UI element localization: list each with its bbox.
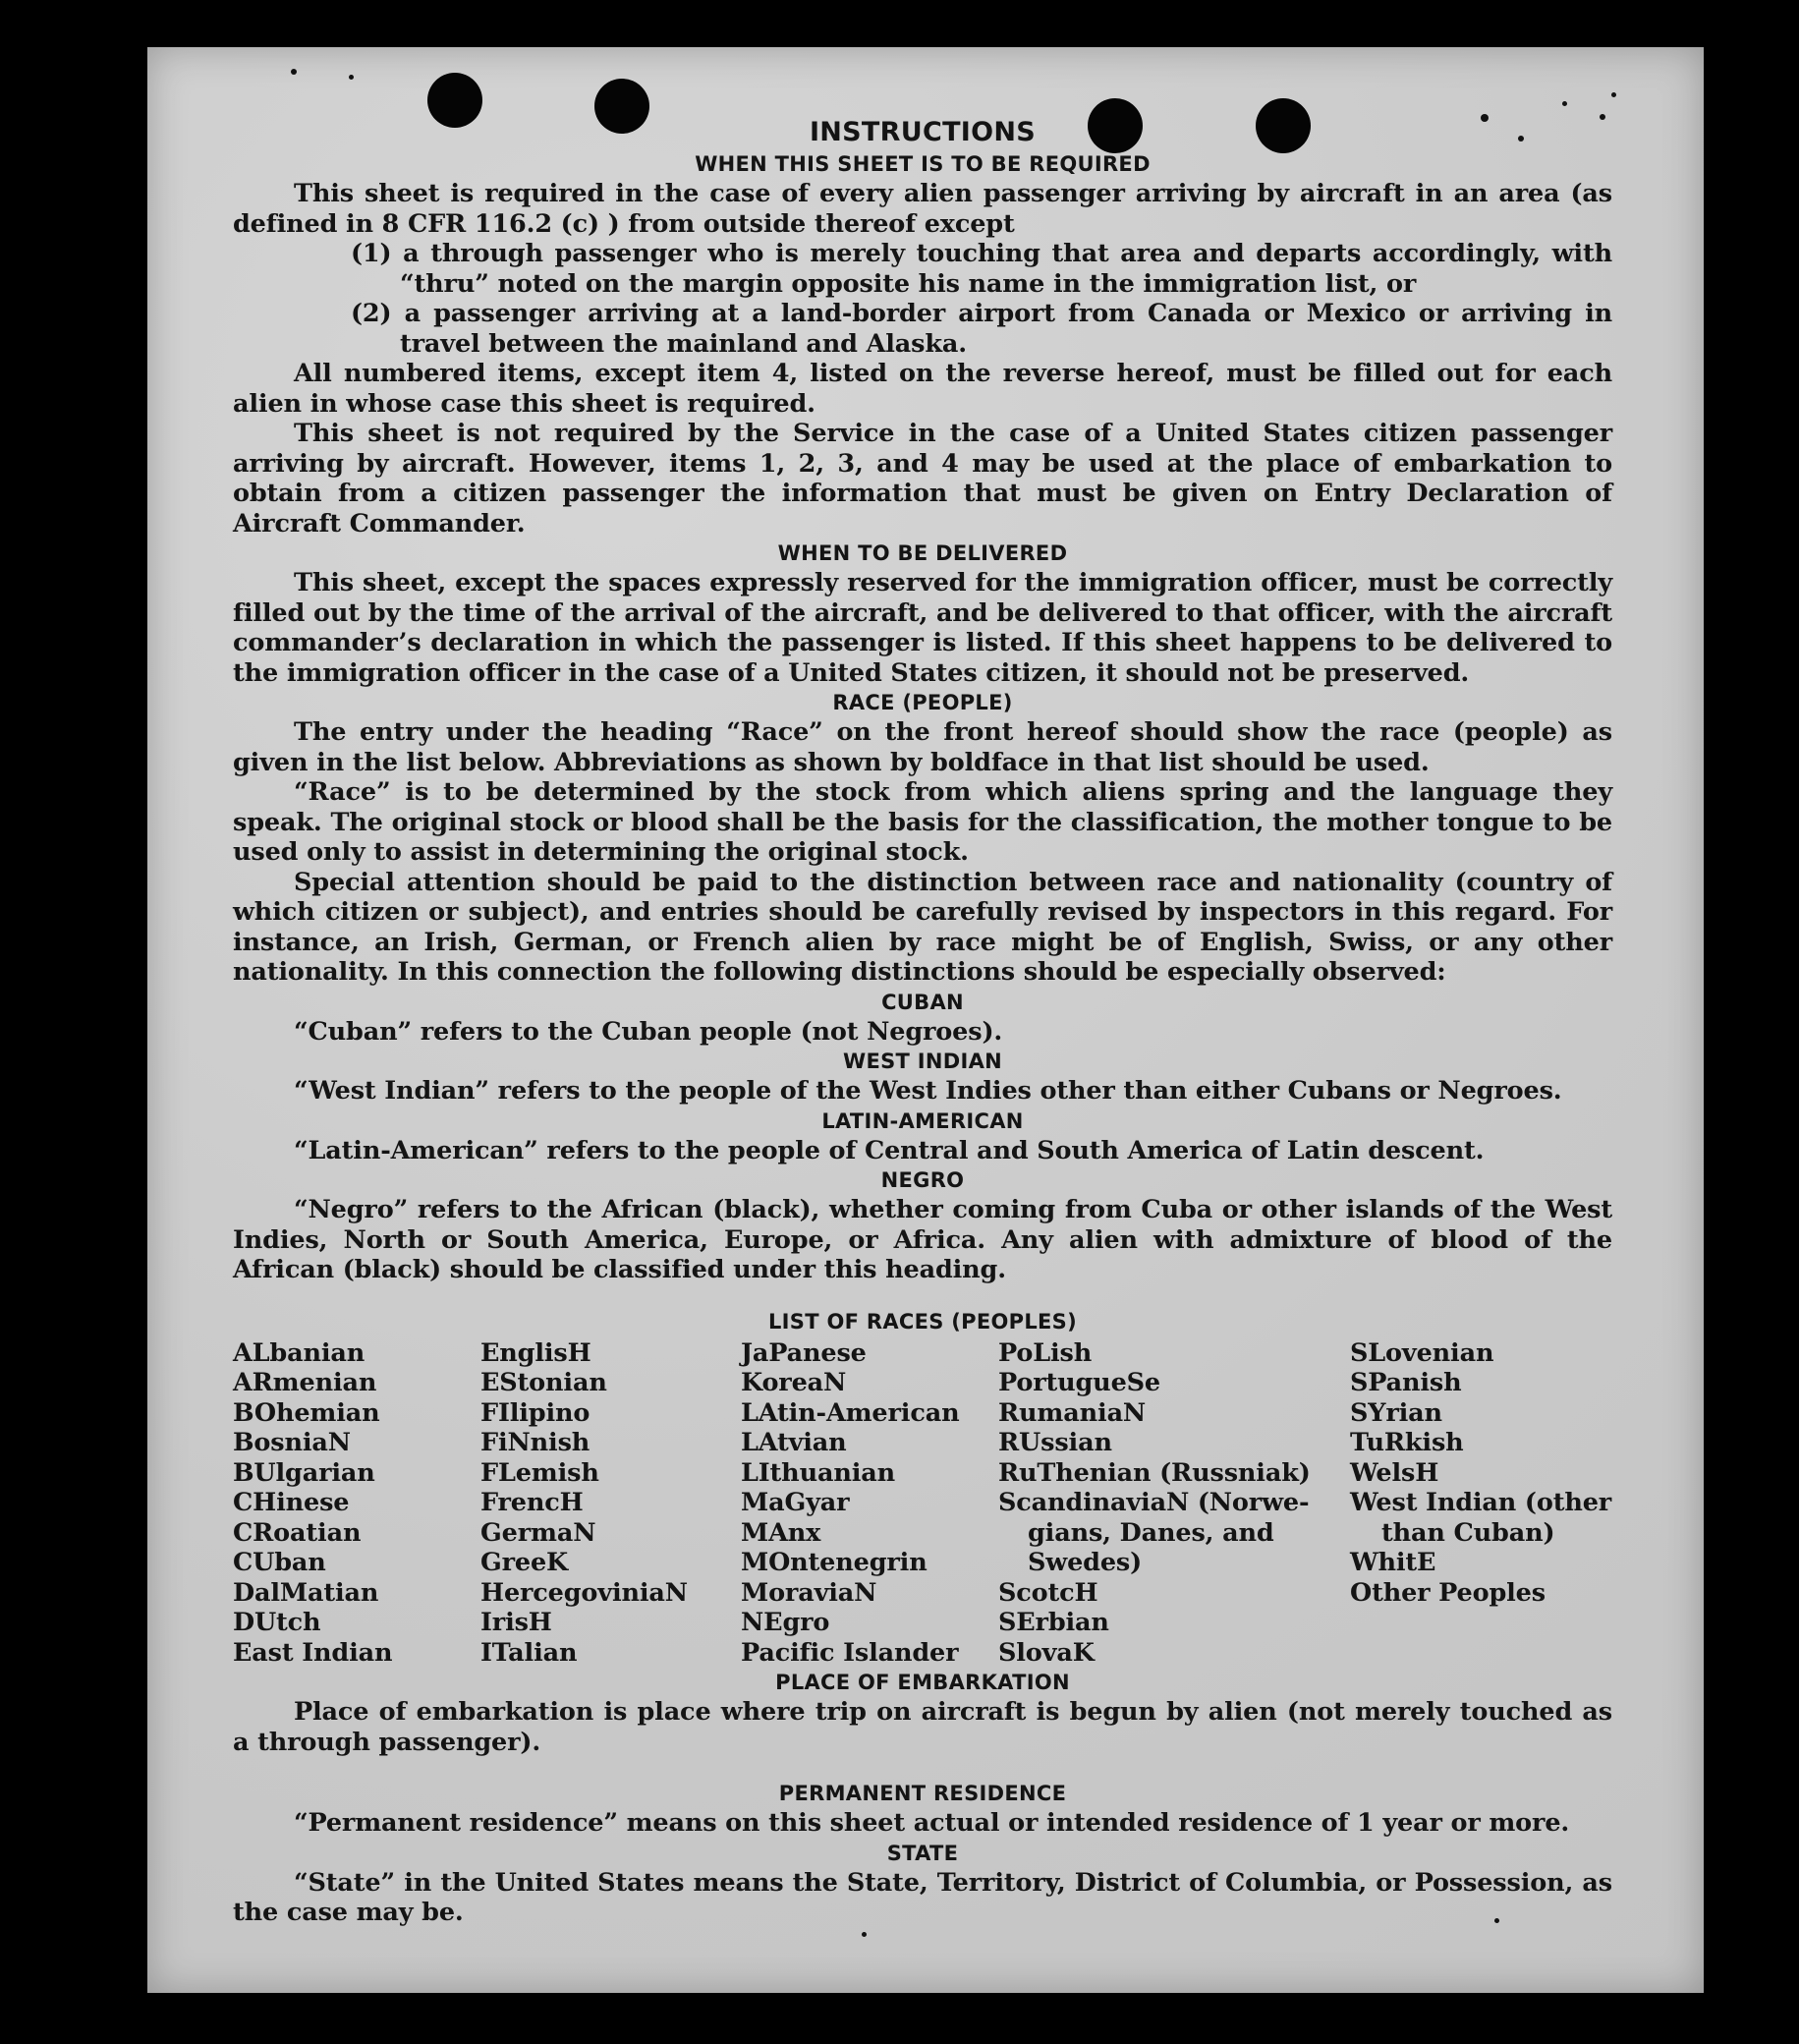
race-entry: WhitE <box>1350 1548 1436 1577</box>
paragraph: “State” in the United States means the State, Territory, District of Columbia, or Possession, as the case may be. <box>233 1867 1612 1927</box>
paragraph: “Race” is to be determined by the stock from which aliens spring and the language they speak. The original stock or blood shall be the basis for the classification, the mother tongue to be used only to assist in determining the original stock. <box>233 777 1612 867</box>
paragraph: Place of embarkation is place where trip on aircraft is begun by alien (not merely touched as a through passenger). <box>233 1697 1612 1757</box>
race-entry: ARmenian <box>233 1368 377 1397</box>
race-column <box>1350 1338 1612 1669</box>
race-entry: RumaniaN <box>998 1397 1147 1428</box>
instructions-text <box>233 116 1612 1928</box>
race-entry: MOntenegrin <box>741 1548 928 1577</box>
race-entry: DalMatian <box>233 1577 379 1608</box>
race-entry: FIlipino <box>480 1397 590 1428</box>
race-entry: GreeK <box>480 1548 569 1577</box>
paragraph: “Permanent residence” means on this sheet actual or intended residence of 1 year or more. <box>294 1808 1570 1838</box>
race-entry: WelsH <box>1350 1457 1439 1488</box>
paragraph: Special attention should be paid to the distinction between race and nationality (country of which citizen or subject), and entries should be carefully revised by inspectors in this regard. For instance, an Irish, German, or French alien by race might be of English, Swiss, or any other nationality. In this connection the following distinctions should be especially observed: <box>233 867 1612 987</box>
section-heading: PLACE OF EMBARKATION <box>775 1671 1070 1694</box>
race-entry: MaGyar <box>741 1488 850 1517</box>
speck <box>1562 101 1567 106</box>
race-entry: PoLish <box>998 1337 1093 1368</box>
race-entry: FiNnish <box>480 1428 590 1457</box>
race-entry: BosniaN <box>233 1428 351 1457</box>
paragraph: “Cuban” refers to the Cuban people (not Negroes). <box>294 1016 1003 1047</box>
race-entry: KoreaN <box>741 1368 847 1397</box>
race-column <box>998 1338 1350 1669</box>
race-entry: BUlgarian <box>233 1457 375 1488</box>
list-item: (2) a passenger arriving at a land-border airport from Canada or Mexico or arriving in travel between the mainland and Alaska. <box>351 299 1612 359</box>
race-entry: than Cuban) <box>1381 1517 1555 1548</box>
race-entry: MoraviaN <box>741 1577 877 1608</box>
race-entry: SYrian <box>1350 1397 1442 1428</box>
race-entry: SPanish <box>1350 1368 1462 1397</box>
race-entry: EnglisH <box>480 1337 591 1368</box>
paragraph: All numbered items, except item 4, listed on the reverse hereof, must be filled out for each alien in whose case this sheet is required. <box>233 359 1612 419</box>
race-entry: GermaN <box>480 1517 596 1548</box>
section-heading: WEST INDIAN <box>842 1050 1003 1073</box>
race-entry: CHinese <box>233 1488 350 1517</box>
paragraph: This sheet, except the spaces expressly reserved for the immigration officer, must be correctly filled out by the time of the arrival of the aircraft, and be delivered to that officer, with the aircraft commander’s declaration in which the passenger is listed. If this sheet happens to be delivered to the immigration officer in the case of a United States citizen, it should not be preserved. <box>233 568 1612 688</box>
paragraph: “Negro” refers to the African (black), whether coming from Cuba or other islands of the West Indies, North or South America, Europe, or Africa. Any alien with admixture of blood of the African (black) should be classified under this heading. <box>233 1195 1612 1284</box>
race-entry: SlovaK <box>998 1637 1095 1668</box>
section-heading: CUBAN <box>881 990 964 1014</box>
race-entry: LAtvian <box>741 1428 847 1457</box>
race-entry: NEgro <box>741 1608 830 1637</box>
section-heading: LIST OF RACES (PEOPLES) <box>767 1309 1077 1334</box>
race-entry: RuThenian (Russniak) <box>998 1457 1311 1488</box>
race-entry: JaPanese <box>741 1337 867 1368</box>
race-column <box>233 1338 480 1669</box>
paragraph: “Latin-American” refers to the people of Central and South America of Latin descent. <box>294 1135 1485 1165</box>
race-entry: EStonian <box>480 1368 607 1397</box>
paragraph: This sheet is required in the case of every alien passenger arriving by aircraft in an area (as defined in 8 CFR 116.2 (c) ) from outside thereof except <box>233 179 1612 239</box>
speck <box>291 69 297 75</box>
race-entry: Other Peoples <box>1350 1577 1546 1608</box>
speck <box>349 75 354 80</box>
race-entry: MAnx <box>741 1517 821 1548</box>
race-entry: SLovenian <box>1350 1337 1494 1368</box>
race-entry: FrencH <box>480 1488 584 1517</box>
section-heading: NEGRO <box>880 1168 965 1192</box>
race-entry: DUtch <box>233 1608 321 1637</box>
race-list <box>233 1338 1612 1669</box>
race-entry: FLemish <box>480 1457 599 1488</box>
race-entry: gians, Danes, and <box>1028 1517 1274 1548</box>
race-entry: Swedes) <box>1028 1548 1143 1577</box>
race-column <box>480 1338 741 1669</box>
list-item: (1) a through passenger who is merely touching that area and departs accordingly, with “thru” noted on the margin opposite his name in the immigration list, or <box>351 239 1612 299</box>
speck <box>1611 92 1616 97</box>
race-entry: East Indian <box>233 1637 393 1668</box>
race-entry: West Indian (other <box>1350 1488 1612 1517</box>
paragraph: The entry under the heading “Race” on the front hereof should show the race (people) as given in the list below. Abbreviations as shown by boldface in that list should be used. <box>233 717 1612 777</box>
race-entry: ScotcH <box>998 1577 1098 1608</box>
section-heading: RACE (PEOPLE) <box>832 691 1013 714</box>
section-heading: STATE <box>886 1841 959 1865</box>
race-entry: Pacific Islander <box>741 1637 959 1668</box>
race-entry: ITalian <box>480 1637 578 1668</box>
race-entry: IrisH <box>480 1608 552 1637</box>
race-entry: BOhemian <box>233 1397 380 1428</box>
race-entry: SErbian <box>998 1608 1109 1637</box>
main-heading: INSTRUCTIONS <box>809 117 1037 147</box>
section-heading: WHEN TO BE DELIVERED <box>777 541 1068 565</box>
race-entry: ScandinaviaN (Norwe- <box>998 1488 1310 1517</box>
race-entry: TuRkish <box>1350 1428 1464 1457</box>
section-heading: WHEN THIS SHEET IS TO BE REQUIRED <box>695 152 1151 176</box>
race-entry: PortugueSe <box>998 1368 1160 1397</box>
race-column <box>741 1338 998 1669</box>
race-entry: CUban <box>233 1548 326 1577</box>
paragraph: This sheet is not required by the Service in the case of a United States citizen passenger arriving by aircraft. However, items 1, 2, 3, and 4 may be used at the place of embarkation to obtain from a citizen passenger the information that must be given on Entry Declaration of Aircraft Commander. <box>233 419 1612 539</box>
speck <box>862 1932 867 1937</box>
race-entry: LIthuanian <box>741 1457 896 1488</box>
section-heading: PERMANENT RESIDENCE <box>778 1782 1067 1805</box>
paragraph: “West Indian” refers to the people of the West Indies other than either Cubans or Negroes. <box>294 1076 1562 1106</box>
section-heading: LATIN-AMERICAN <box>821 1108 1024 1133</box>
race-entry: HercegoviniaN <box>480 1577 688 1608</box>
race-entry: LAtin-American <box>741 1397 960 1428</box>
race-entry: ALbanian <box>233 1337 365 1368</box>
race-entry: RUssian <box>998 1428 1112 1457</box>
race-entry: CRoatian <box>233 1517 362 1548</box>
